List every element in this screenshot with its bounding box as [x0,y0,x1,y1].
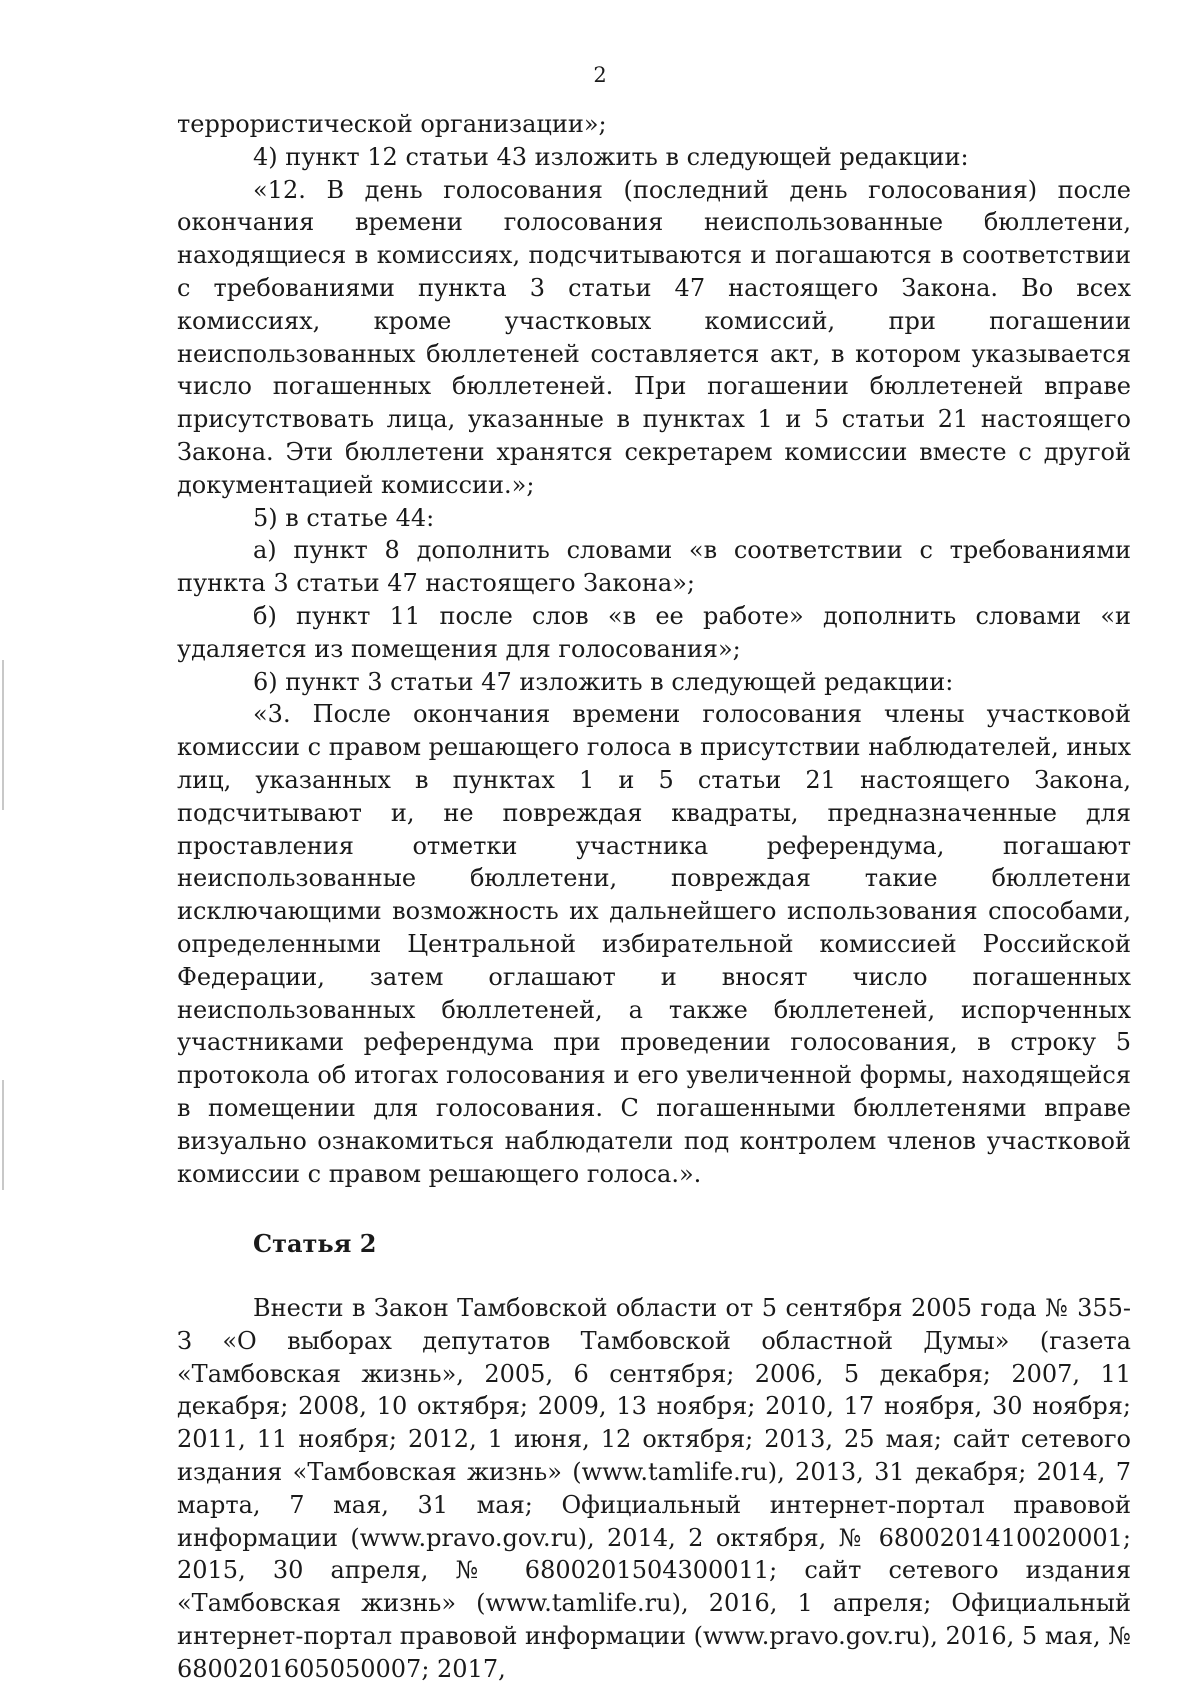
paragraph: 6) пункт 3 статьи 47 изложить в следующей редакции: [253,667,954,696]
page-number: 2 [593,63,607,87]
paragraph: террористической организации»; [177,110,607,138]
paragraph: Внести в Закон Тамбовской области от 5 сентября 2005 года № 355-З «О выборах депутатов Тамбовской областной Думы» (газета «Тамбовская жизнь», 2005, 6 сентября; 2006, 5 декабря; 2007, 11 декабря; 2008, 10 октября; 2009, 13 ноября; 2010, 17 ноября, 30 ноября; 2011, 11 ноября; 2012, 1 июня, 12 октября; 2013, 25 мая; сайт сетевого издания «Тамбовская жизнь» (www.tamlife.ru), 2013, 31 декабря; 2014, 7 марта, 7 мая, 31 мая; Официальный интернет-портал правовой информации (www.pravo.gov.ru), 2014, 2 октября, № 6800201410020001; 2015, 30 апреля, № 6800201504300011; сайт сетевого издания «Тамбовская жизнь» (www.tamlife.ru), 2016, 1 апреля; Официальный интернет-портал правовой информации (www.pravo.gov.ru), 2016, 5 мая, № 6800201605050007; 2017, [177,1294,1131,1683]
article-heading: Статья 2 [253,1229,377,1259]
document-body [177,108,1131,1686]
paragraph: б) пункт 11 после слов «в ее работе» дополнить словами «и удаляется из помещения для голосования»; [177,601,1131,663]
paragraph: 5) в статье 44: [253,503,435,532]
paragraph: «12. В день голосования (последний день голосования) после окончания времени голосования неиспользованные бюллетени, находящиеся в комиссиях, подсчитываются и погашаются в соответствии с требованиями пункта 3 статьи 47 настоящего Закона. Во всех комиссиях, кроме участковых комиссий, при погашении неиспользованных бюллетеней составляется акт, в котором указывается число погашенных бюллетеней. При погашении бюллетеней вправе присутствовать лица, указанные в пунктах 1 и 5 статьи 21 настоящего Закона. Эти бюллетени хранятся секретарем комиссии вместе с другой документацией комиссии.»; [177,175,1131,499]
paragraph: «3. После окончания времени голосования члены участковой комиссии с правом решающего голоса в присутствии наблюдателей, иных лиц, указанных в пунктах 1 и 5 статьи 21 настоящего Закона, подсчитывают и, не повреждая квадраты, предназначенные для проставления отметки участника референдума, погашают неиспользованные бюллетени, повреждая такие бюллетени исключающими возможность их дальнейшего использования способами, определенными Центральной избирательной комиссией Российской Федерации, затем оглашают и вносят число погашенных неиспользованных бюллетеней, а также бюллетеней, испорченных участниками референдума при проведении голосования, в строку 5 протокола об итогах голосования и его увеличенной формы, находящейся в помещении для голосования. С погашенными бюллетенями вправе визуально ознакомиться наблюдатели под контролем членов участковой комиссии с правом решающего голоса.». [177,700,1131,1188]
paragraph: 4) пункт 12 статьи 43 изложить в следующей редакции: [253,142,969,171]
scan-edge-mark [2,660,4,810]
paragraph: а) пункт 8 дополнить словами «в соответствии с требованиями пункта 3 статьи 47 настоящего Закона»; [177,536,1131,598]
scan-edge-mark [2,1080,4,1190]
